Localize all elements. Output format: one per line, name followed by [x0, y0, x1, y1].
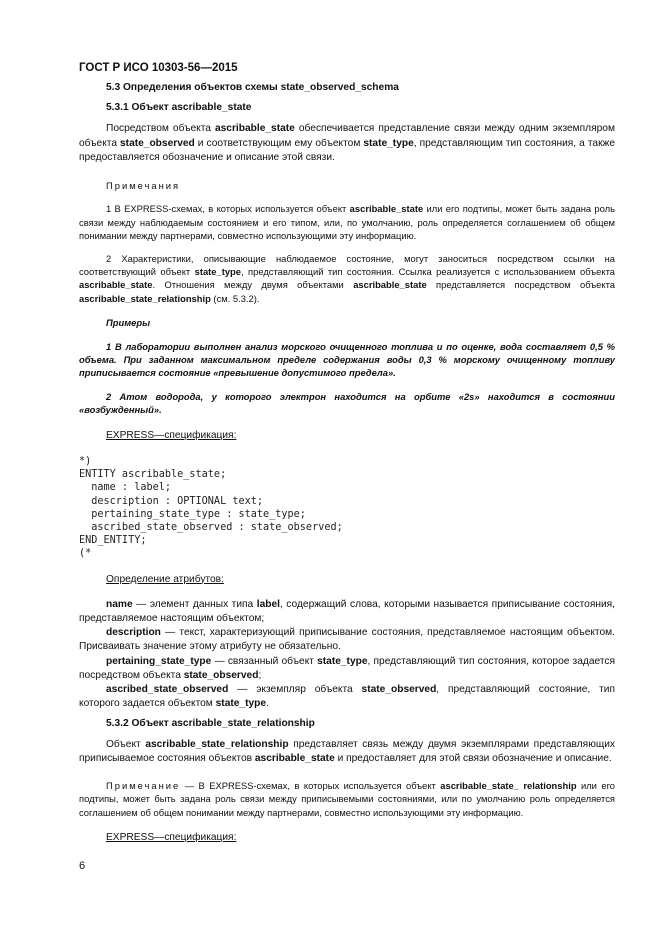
attr-description: description — текст, характеризующий приписывание состояния, представляемое настоящим объектом. Присваивать значение этому атрибуту не обязательно. — [79, 627, 615, 653]
attr-pertaining-state-type: pertaining_state_type — связанный объект state_type, представляющий тип состояния, которое задается посредством объекта state_observed; — [79, 655, 615, 681]
section-5-3-title: 5.3 Определения объектов схемы state_observed_schema — [106, 82, 399, 93]
attributes-label: Определение атрибутов: — [106, 573, 224, 585]
notes-label: Примечания — [106, 180, 181, 192]
example-1: 1 В лаборатории выполнен анализ морского очищенного топлива и по оценке, вода составляет 0,5 % объема. При заданном максимальном пределе содержания воды 0,3 % морскому очищенному топливу приписывается состояние «превышение допустимого предела». — [79, 340, 615, 379]
example-2: 2 Атом водорода, у которого электрон находится на орбите «2s» находится в состоянии «возбужденный». — [79, 390, 615, 416]
section-5-3-2-title: 5.3.2 Объект ascribable_state_relationship — [106, 718, 315, 730]
section-5-3-2-note: Примечание — В EXPRESS-схемах, в которых используется объект ascribable_state_ relationship или его подтипы, может быть задана роль связи между приписывемыми состояниями, или по умолчанию роль определяется соглашением об общем понимании между партнерами, совместно использующими эту информацию. — [79, 779, 615, 818]
express-code: *) ENTITY ascribable_state; name : label; description : OPTIONAL text; pertaining_state_type : state_type; ascribed_state_observed : state_observed; END_ENTITY; (* — [79, 455, 343, 560]
attr-ascribed-state-observed: ascribed_state_observed — экземпляр объекта state_observed, представляющий состояние, тип которого задается объектом state_type. — [79, 683, 615, 710]
page-content — [79, 80, 615, 845]
note-1: 1 В EXPRESS-схемах, в которых используется объект ascribable_state или его подтипы, может быть задана роль связи между наблюдаемым состоянием и его типом, или, по умолчанию, роль определяется соглашением об общем понимании между партнерами, совместно использующими эту информацию. — [79, 203, 615, 242]
express-spec-label: EXPRESS—спецификация: — [106, 429, 237, 441]
section-5-3-1-intro: Посредством объекта ascribable_state обеспечивается представление связи между одним экземпляром объекта state_observed и соответствующим ему объектом state_type, представляющим тип состояния, а также предоставляется обозначение и описание этой связи. — [79, 123, 616, 163]
note-2: 2 Характеристики, описывающие наблюдаемое состояние, могут заноситься посредством ссылки на соответствующий объект state_type, представляющий тип состояния. Ссылка реализуется с использованием объекта ascribable_state. Отношения между двумя объектами ascribable_state представляется посредством объекта ascribable_state_relationship (см. 5.3.2). — [79, 252, 615, 304]
section-5-3-1-title: 5.3.1 Объект ascribable_state — [106, 102, 252, 114]
express-spec-label-2: EXPRESS—спецификация: — [106, 832, 237, 844]
page-number: 6 — [79, 860, 86, 872]
section-5-3-2-intro: Объект ascribable_state_relationship представляет связь между двумя экземплярами представляющих приписываемое состояния объектов ascribable_state и предоставляет для этой связи обозначение и описание. — [79, 738, 615, 764]
attr-name: name — элемент данных типа label, содержащий слова, которыми называется приписывание состояния, представляемое настоящим объектом; — [79, 598, 615, 624]
examples-label: Примеры — [106, 317, 151, 329]
document-id: ГОСТ Р ИСО 10303-56—2015 — [79, 62, 238, 74]
